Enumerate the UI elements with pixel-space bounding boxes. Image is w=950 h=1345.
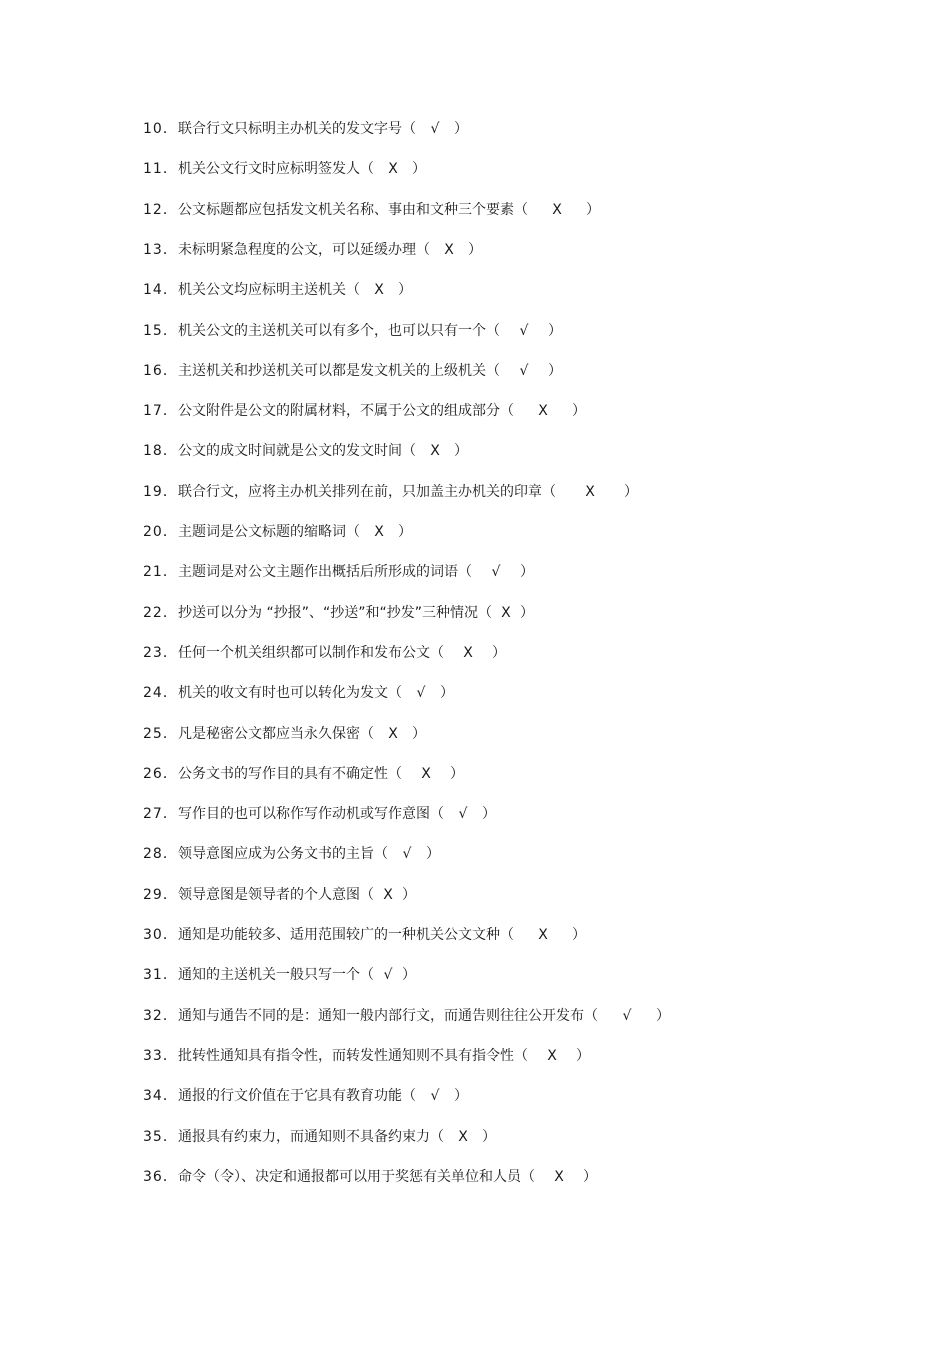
question-item [143, 360, 562, 382]
answer-mark: √ [383, 967, 393, 983]
question-text: 命令（令）、决定和通报都可以用于奖惩有关单位和人员 [178, 1169, 521, 1185]
close-paren: ） [572, 403, 586, 419]
question-text: 领导意图是领导者的个人意图 [178, 887, 360, 903]
question-number: 19． [143, 484, 178, 500]
question-item [143, 199, 600, 221]
close-paren: ） [412, 161, 426, 177]
question-number: 14． [143, 282, 178, 298]
open-paren: （ [500, 403, 514, 419]
question-text: 领导意图应成为公务文书的主旨 [178, 846, 374, 862]
question-item [143, 763, 464, 785]
answer-mark: X [554, 1169, 564, 1185]
open-paren: （ [346, 524, 360, 540]
question-item [143, 320, 562, 342]
answer-mark: X [552, 202, 562, 218]
question-number: 28． [143, 846, 178, 862]
question-number: 11． [143, 161, 178, 177]
question-number: 17． [143, 403, 178, 419]
open-paren: （ [514, 202, 528, 218]
question-number: 10． [143, 121, 178, 137]
question-text: 凡是秘密公文都应当永久保密 [178, 726, 360, 742]
question-item [143, 1166, 597, 1188]
answer-mark: X [585, 484, 595, 500]
question-text: 机关公文的主送机关可以有多个，也可以只有一个 [178, 323, 486, 339]
question-item [143, 1126, 496, 1148]
question-number: 21． [143, 564, 178, 580]
answer-mark: X [444, 242, 454, 258]
answer-mark: X [430, 443, 440, 459]
answer-mark: X [383, 887, 393, 903]
question-text: 公文标题都应包括发文机关名称、事由和文种三个要素 [178, 202, 514, 218]
open-paren: （ [477, 605, 492, 621]
question-number: 26． [143, 766, 178, 782]
question-number: 32． [143, 1008, 178, 1024]
answer-mark: X [374, 524, 384, 540]
close-paren: ） [426, 846, 440, 862]
open-paren: （ [360, 161, 374, 177]
question-number: 30． [143, 927, 178, 943]
close-paren: ） [520, 564, 534, 580]
answer-mark: X [458, 1129, 468, 1145]
answer-mark: √ [416, 685, 426, 701]
question-item [143, 481, 638, 503]
question-item [143, 279, 412, 301]
answer-mark: X [538, 403, 548, 419]
answer-mark: √ [519, 323, 529, 339]
open-paren: （ [360, 967, 374, 983]
question-number: 27． [143, 806, 178, 822]
question-item [143, 723, 426, 745]
close-paren: ） [440, 685, 454, 701]
answer-mark: √ [430, 1088, 440, 1104]
question-item [143, 158, 426, 180]
question-number: 33． [143, 1048, 178, 1064]
answer-mark: X [388, 726, 398, 742]
question-number: 13． [143, 242, 178, 258]
question-text: 任何一个机关组织都可以制作和发布公文 [178, 645, 430, 661]
close-paren: ） [656, 1008, 670, 1024]
open-paren: （ [402, 121, 416, 137]
open-paren: （ [416, 242, 430, 258]
question-text: 公务文书的写作目的具有不确定性 [178, 766, 388, 782]
question-number: 25． [143, 726, 178, 742]
question-item [143, 1005, 670, 1027]
question-number: 24． [143, 685, 178, 701]
question-item [143, 1085, 468, 1107]
question-text: 机关公文行文时应标明签发人 [178, 161, 360, 177]
question-item [143, 964, 416, 986]
close-paren: ） [402, 967, 416, 983]
question-text: 抄送可以分为 “抄报”、“抄送”和“抄发”三种情况 [178, 605, 478, 621]
question-number: 22． [143, 605, 178, 621]
question-number: 34． [143, 1088, 178, 1104]
open-paren: （ [360, 887, 374, 903]
question-item [143, 118, 468, 140]
close-paren: ） [412, 726, 426, 742]
close-paren: ） [583, 1169, 597, 1185]
close-paren: ） [482, 1129, 496, 1145]
question-item [143, 803, 496, 825]
question-item [143, 561, 534, 583]
question-text: 机关的收文有时也可以转化为发文 [178, 685, 388, 701]
open-paren: （ [486, 323, 500, 339]
question-text: 公文的成文时间就是公文的发文时间 [178, 443, 402, 459]
answer-mark: √ [519, 363, 529, 379]
question-item [143, 1045, 590, 1067]
open-paren: （ [360, 726, 374, 742]
question-number: 29． [143, 887, 178, 903]
open-paren: （ [584, 1008, 598, 1024]
question-item [143, 884, 416, 906]
answer-mark: √ [402, 846, 412, 862]
question-item [143, 521, 412, 543]
question-item [143, 239, 482, 261]
close-paren: ） [482, 806, 496, 822]
question-text: 主送机关和抄送机关可以都是发文机关的上级机关 [178, 363, 486, 379]
close-paren: ） [468, 242, 482, 258]
question-number: 36． [143, 1169, 178, 1185]
question-text: 批转性通知具有指令性，而转发性通知则不具有指令性 [178, 1048, 514, 1064]
open-paren: （ [402, 1088, 416, 1104]
answer-mark: X [374, 282, 384, 298]
close-paren: ） [548, 363, 562, 379]
question-text: 未标明紧急程度的公文，可以延缓办理 [178, 242, 416, 258]
answer-mark: X [421, 766, 431, 782]
close-paren: ） [450, 766, 464, 782]
question-number: 23． [143, 645, 178, 661]
question-item [143, 400, 586, 422]
question-number: 16． [143, 363, 178, 379]
close-paren: ） [492, 645, 506, 661]
open-paren: （ [458, 564, 472, 580]
question-text: 通知是功能较多、适用范围较广的一种机关公文文种 [178, 927, 500, 943]
question-text: 联合行文，应将主办机关排列在前，只加盖主办机关的印章 [178, 484, 542, 500]
answer-mark: X [501, 605, 511, 621]
close-paren: ） [454, 1088, 468, 1104]
open-paren: （ [388, 766, 402, 782]
question-text: 机关公文均应标明主送机关 [178, 282, 346, 298]
open-paren: （ [374, 846, 388, 862]
question-item [143, 682, 454, 704]
open-paren: （ [430, 645, 444, 661]
close-paren: ） [576, 1048, 590, 1064]
close-paren: ） [398, 524, 412, 540]
answer-mark: X [547, 1048, 557, 1064]
question-text: 写作目的也可以称作写作动机或写作意图 [178, 806, 430, 822]
open-paren: （ [346, 282, 360, 298]
close-paren: ） [548, 323, 562, 339]
answer-mark: X [463, 645, 473, 661]
close-paren: ） [586, 202, 600, 218]
question-text: 通报具有约束力，而通知则不具备约束力 [178, 1129, 430, 1145]
question-number: 12． [143, 202, 178, 218]
question-text: 主题词是对公文主题作出概括后所形成的词语 [178, 564, 458, 580]
close-paren: ） [454, 121, 468, 137]
answer-mark: √ [430, 121, 440, 137]
question-number: 31． [143, 967, 178, 983]
open-paren: （ [521, 1169, 535, 1185]
question-item [143, 843, 440, 865]
close-paren: ） [572, 927, 586, 943]
open-paren: （ [430, 1129, 444, 1145]
open-paren: （ [402, 443, 416, 459]
question-text: 通知的主送机关一般只写一个 [178, 967, 360, 983]
answer-mark: X [538, 927, 548, 943]
close-paren: ） [519, 605, 534, 621]
question-item [143, 924, 586, 946]
question-text: 公文附件是公文的附属材料，不属于公文的组成部分 [178, 403, 500, 419]
question-item [143, 602, 534, 624]
question-number: 20． [143, 524, 178, 540]
answer-mark: √ [622, 1008, 632, 1024]
question-item [143, 440, 468, 462]
question-number: 15． [143, 323, 178, 339]
open-paren: （ [500, 927, 514, 943]
open-paren: （ [388, 685, 402, 701]
answer-mark: √ [491, 564, 501, 580]
question-text: 通报的行文价值在于它具有教育功能 [178, 1088, 402, 1104]
question-text: 通知与通告不同的是：通知一般内部行文，而通告则往往公开发布 [178, 1008, 584, 1024]
close-paren: ） [398, 282, 412, 298]
close-paren: ） [624, 484, 638, 500]
open-paren: （ [514, 1048, 528, 1064]
close-paren: ） [454, 443, 468, 459]
question-number: 18． [143, 443, 178, 459]
question-text: 联合行文只标明主办机关的发文字号 [178, 121, 402, 137]
close-paren: ） [402, 887, 416, 903]
open-paren: （ [430, 806, 444, 822]
answer-mark: √ [458, 806, 468, 822]
open-paren: （ [542, 484, 556, 500]
question-text: 主题词是公文标题的缩略词 [178, 524, 346, 540]
answer-mark: X [388, 161, 398, 177]
question-number: 35． [143, 1129, 178, 1145]
question-item [143, 642, 506, 664]
open-paren: （ [486, 363, 500, 379]
